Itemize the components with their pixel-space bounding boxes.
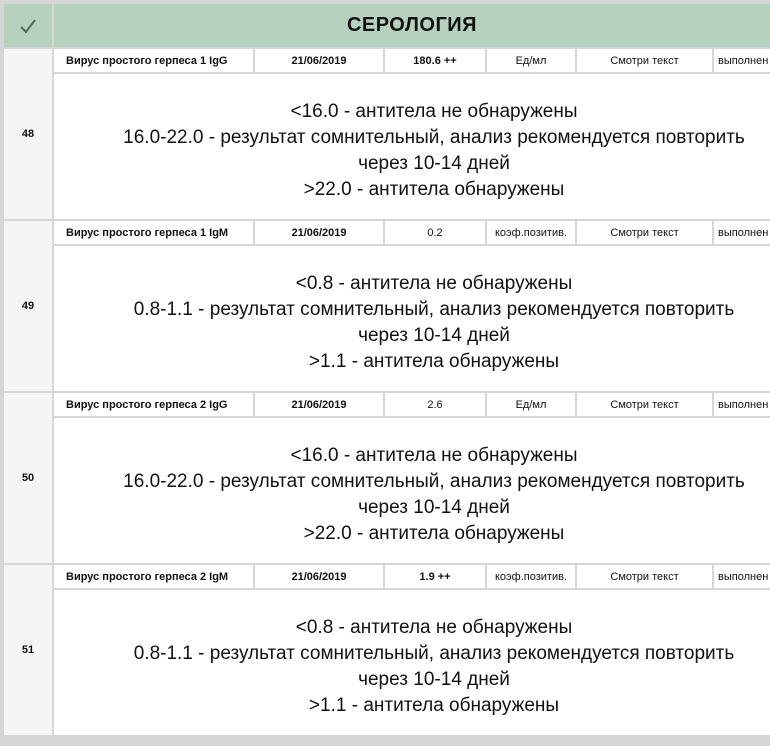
test-name-cell[interactable]: Вирус простого герпеса 2 IgG xyxy=(54,393,253,416)
section-title: СЕРОЛОГИЯ xyxy=(54,4,770,47)
status-cell[interactable]: выполнен xyxy=(714,393,770,416)
interpretation-line: через 10-14 дней xyxy=(358,152,510,174)
value-cell[interactable]: 180.6 ++ xyxy=(385,49,485,72)
row-number[interactable]: 48 xyxy=(4,49,52,219)
status-cell[interactable]: выполнен xyxy=(714,221,770,244)
interpretation-line: через 10-14 дней xyxy=(358,496,510,518)
interpretation-line: 0.8-1.1 - результат сомнительный, анализ рекомендуется повторить xyxy=(133,642,735,664)
reference-cell[interactable]: Смотри текст xyxy=(577,565,712,588)
test-name-cell[interactable]: Вирус простого герпеса 1 IgG xyxy=(54,49,253,72)
test-name-cell[interactable]: Вирус простого герпеса 2 IgM xyxy=(54,565,253,588)
checkmark-icon[interactable] xyxy=(4,4,52,47)
interpretation-line: <16.0 - антитела не обнаружены xyxy=(290,444,578,466)
test-name-cell[interactable]: Вирус простого герпеса 1 IgM xyxy=(54,221,253,244)
interpretation-line: >1.1 - антитела обнаружены xyxy=(308,350,560,372)
interpretation-line: 16.0-22.0 - результат сомнительный, анализ рекомендуется повторить xyxy=(123,126,745,148)
row-number[interactable]: 50 xyxy=(4,393,52,563)
interpretation-line: <0.8 - антитела не обнаружены xyxy=(295,272,573,294)
unit-cell[interactable]: Ед/мл xyxy=(487,49,575,72)
date-cell[interactable]: 21/06/2019 xyxy=(255,565,383,588)
date-cell[interactable]: 21/06/2019 xyxy=(255,49,383,72)
interpretation-line: 0.8-1.1 - результат сомнительный, анализ рекомендуется повторить xyxy=(133,298,735,320)
interpretation-line: 16.0-22.0 - результат сомнительный, анализ рекомендуется повторить xyxy=(123,470,745,492)
interpretation-line: через 10-14 дней xyxy=(358,668,510,690)
value-cell[interactable]: 0.2 xyxy=(385,221,485,244)
interpretation-line: >22.0 - антитела обнаружены xyxy=(303,522,565,544)
interpretation-cell xyxy=(54,74,770,219)
checkmark-icon-glyph xyxy=(19,17,37,35)
date-cell[interactable]: 21/06/2019 xyxy=(255,393,383,416)
row-number[interactable]: 49 xyxy=(4,221,52,391)
row-number[interactable]: 51 xyxy=(4,565,52,735)
value-cell[interactable]: 2.6 xyxy=(385,393,485,416)
unit-cell[interactable]: коэф.позитив. xyxy=(487,221,575,244)
unit-cell[interactable]: Ед/мл xyxy=(487,393,575,416)
interpretation-line: >1.1 - антитела обнаружены xyxy=(308,694,560,716)
status-cell[interactable]: выполнен xyxy=(714,49,770,72)
reference-cell[interactable]: Смотри текст xyxy=(577,221,712,244)
interpretation-cell xyxy=(54,246,770,391)
interpretation-cell xyxy=(54,418,770,563)
reference-cell[interactable]: Смотри текст xyxy=(577,49,712,72)
interpretation-cell xyxy=(54,590,770,735)
interpretation-line: <16.0 - антитела не обнаружены xyxy=(290,100,578,122)
date-cell[interactable]: 21/06/2019 xyxy=(255,221,383,244)
status-cell[interactable]: выполнен xyxy=(714,565,770,588)
reference-cell[interactable]: Смотри текст xyxy=(577,393,712,416)
interpretation-line: <0.8 - антитела не обнаружены xyxy=(295,616,573,638)
interpretation-line: >22.0 - антитела обнаружены xyxy=(303,178,565,200)
value-cell[interactable]: 1.9 ++ xyxy=(385,565,485,588)
interpretation-line: через 10-14 дней xyxy=(358,324,510,346)
unit-cell[interactable]: коэф.позитив. xyxy=(487,565,575,588)
